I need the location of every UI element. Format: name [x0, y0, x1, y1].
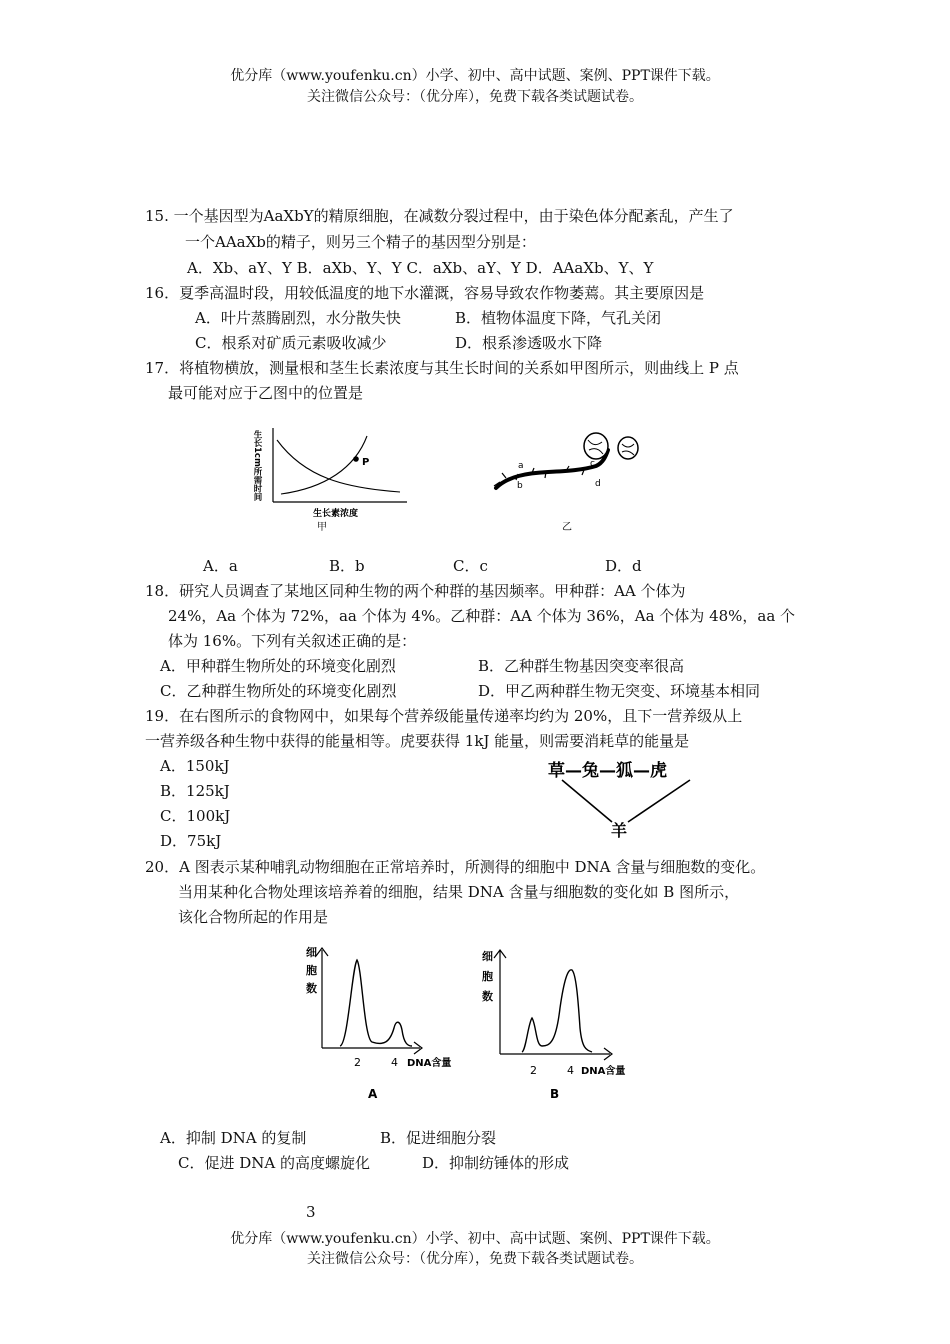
fig-b-tick-4: 4	[567, 1064, 574, 1077]
fig-yi-label-d: d	[595, 479, 601, 489]
fig-a-tick-2: 2	[354, 1056, 361, 1069]
q20-stem-line-2: 当用某种化合物处理该培养着的细胞，结果 DNA 含量与细胞数的变化如 B 图所示，	[178, 883, 740, 901]
fig-jia-point-label: P	[362, 457, 370, 468]
fig-jia-caption: 甲	[317, 522, 327, 533]
q17-stem-line-2: 最可能对应于乙图中的位置是	[168, 384, 364, 402]
q20-stem-line-3: 该化合物所起的作用是	[178, 908, 329, 926]
food-web-edge-sheep-tiger	[628, 780, 690, 822]
food-web-figure	[540, 750, 720, 840]
q18-option-a: A．甲种群生物所处的环境变化剧烈	[160, 657, 396, 675]
q17-option-c: C．c	[453, 557, 488, 575]
q16-stem: 16．夏季高温时段，用较低温度的地下水灌溉，容易导致农作物萎蔫。其主要原因是	[145, 284, 705, 302]
fig-b-curve	[522, 970, 592, 1052]
fig-yi-leaf-1	[584, 433, 608, 459]
q15-stem-line-1: 15. 一个基因型为AaXbY的精原细胞，在减数分裂过程中，由于染色体分配紊乱，产生了	[145, 207, 734, 225]
q16-option-b: B．植物体温度下降，气孔关闭	[455, 309, 662, 327]
fig-b-ylabel-1: 细	[482, 950, 493, 963]
fig-yi-label-b: b	[517, 481, 523, 491]
fig-jia-point-p	[353, 456, 359, 462]
fig-b-xlabel: DNA含量	[581, 1066, 626, 1077]
fig-b-ylabel-2: 胞	[482, 970, 493, 983]
q16-option-a: A．叶片蒸腾剧烈，水分散失快	[195, 309, 401, 327]
q20-stem-line-1: 20．A 图表示某种哺乳动物细胞在正常培养时，所测得的细胞中 DNA 含量与细胞数的变化。	[145, 858, 766, 876]
fig-a-curve	[340, 960, 412, 1046]
q19-stem-line-2: 一营养级各种生物中获得的能量相等。虎要获得 1kJ 能量，则需要消耗草的能量是	[145, 732, 690, 750]
q18-option-c: C．乙种群生物所处的环境变化剧烈	[160, 682, 397, 700]
fig-jia-curve-decreasing	[277, 440, 400, 492]
q17-option-a: A．a	[203, 557, 238, 575]
fig-a-ylabel-2: 胞	[306, 964, 317, 977]
food-web-edge-grass-sheep	[562, 780, 612, 822]
q16-option-c: C．根系对矿质元素吸收减少	[195, 334, 387, 352]
q20-option-b: B．促进细胞分裂	[380, 1129, 497, 1147]
fig-a-tick-4: 4	[391, 1056, 398, 1069]
q17-option-d: D．d	[605, 557, 642, 575]
q19-stem-line-1: 19．在右图所示的食物网中，如果每个营养级能量传递率均约为 20%，且下一营养级从上	[145, 707, 743, 725]
fig-jia-ylabel: 生长1cm所需时间	[252, 430, 262, 501]
fig-b-tick-2: 2	[530, 1064, 537, 1077]
fig-yi-label-a: a	[518, 461, 524, 471]
figure-yi	[488, 428, 658, 538]
food-web-sheep: 羊	[611, 821, 628, 840]
q19-option-a: A．150kJ	[160, 757, 230, 775]
fig-yi-caption: 乙	[562, 522, 572, 533]
q19-option-c: C．100kJ	[160, 807, 231, 825]
header-line-1: 优分库（www.youfenku.cn）小学、初中、高中试题、案例、PPT课件下载。	[230, 68, 720, 84]
fig-yi-label-c: c	[590, 459, 595, 469]
q18-stem-line-3: 体为 16%。下列有关叙述正确的是：	[168, 632, 417, 650]
footer-line-2: 关注微信公众号：（优分库），免费下载各类试题试卷。	[307, 1251, 643, 1267]
fig-a-caption: A	[368, 1087, 378, 1101]
q19-option-d: D．75kJ	[160, 832, 222, 850]
food-web-chain: 草—兔—狐—虎	[548, 761, 667, 781]
q18-stem-line-1: 18．研究人员调查了某地区同种生物的两个种群的基因频率。甲种群：AA 个体为	[145, 582, 686, 600]
q18-stem-line-2: 24%，Aa 个体为 72%，aa 个体为 4%。乙种群：AA 个体为 36%，Aa 个体为 48%，aa 个	[168, 607, 796, 625]
fig-a-ylabel-1: 细	[306, 946, 317, 959]
fig-b-caption: B	[550, 1087, 560, 1101]
fig-jia-xlabel: 生长素浓度	[313, 509, 359, 519]
q19-option-b: B．125kJ	[160, 782, 230, 800]
fig-b-ylabel-3: 数	[482, 990, 493, 1003]
q20-option-d: D．抑制纺锤体的形成	[422, 1154, 570, 1172]
fig-a-ylabel-3: 数	[306, 982, 317, 995]
q20-option-c: C．促进 DNA 的高度螺旋化	[178, 1154, 370, 1172]
q17-stem-line-1: 17．将植物横放，测量根和茎生长素浓度与其生长时间的关系如甲图所示，则曲线上 P 点	[145, 359, 739, 377]
figure-b	[478, 938, 658, 1103]
figure-jia	[245, 418, 415, 543]
fig-a-xlabel: DNA含量	[407, 1058, 452, 1069]
q15-stem-line-2: 一个AAaXb的精子，则另三个精子的基因型分别是：	[185, 233, 536, 251]
q20-option-a: A．抑制 DNA 的复制	[160, 1129, 307, 1147]
footer-line-1: 优分库（www.youfenku.cn）小学、初中、高中试题、案例、PPT课件下载。	[230, 1231, 720, 1247]
q16-option-d: D．根系渗透吸水下降	[455, 334, 603, 352]
header-line-2: 关注微信公众号：（优分库），免费下载各类试题试卷。	[307, 89, 643, 105]
q17-option-b: B．b	[329, 557, 365, 575]
q15-options: A．Xb、aY、Y B．aXb、Y、Y C．aXb、aY、Y D．AAaXb、Y、Y	[187, 259, 654, 277]
fig-yi-leaf-2	[618, 437, 638, 459]
page-number: 3	[306, 1203, 316, 1221]
fig-jia-curve-increasing	[281, 436, 370, 494]
figure-a	[300, 938, 480, 1103]
q18-option-b: B．乙种群生物基因突变率很高	[478, 657, 685, 675]
q18-option-d: D．甲乙两种群生物无突变、环境基本相同	[478, 682, 761, 700]
